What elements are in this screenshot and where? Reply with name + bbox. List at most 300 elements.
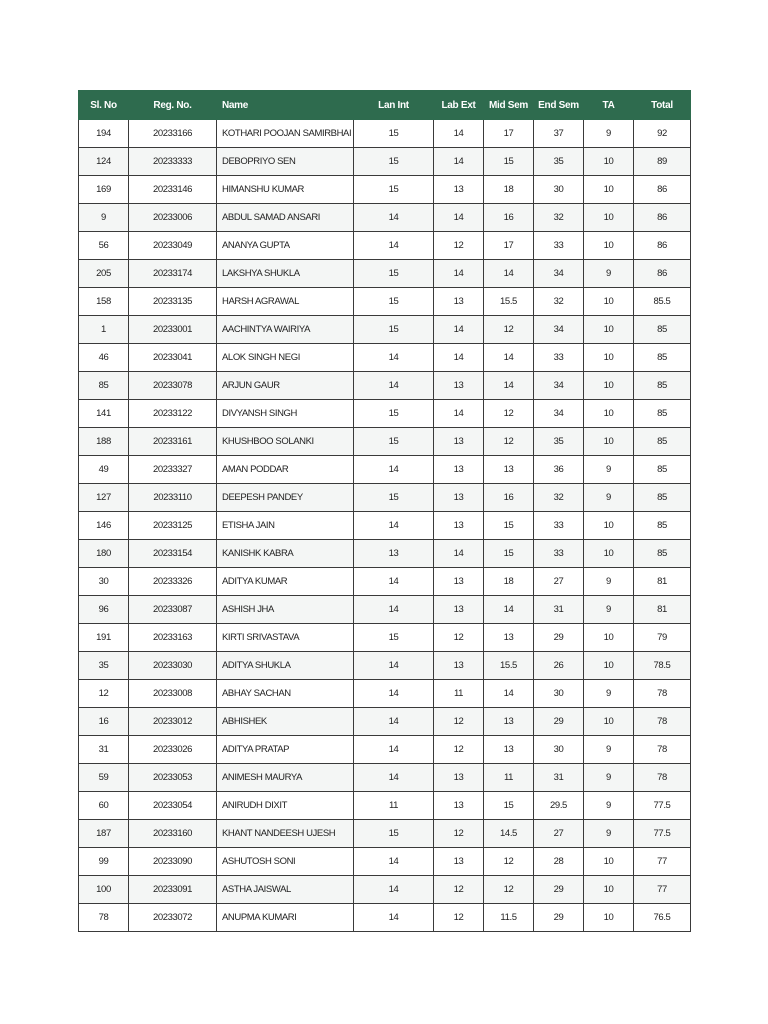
- name-cell: ABHAY SACHAN: [217, 680, 354, 708]
- lan-int-cell: 14: [354, 372, 434, 400]
- total-cell: 76.5: [634, 904, 691, 932]
- lan-int-cell: 14: [354, 708, 434, 736]
- ta-cell: 9: [584, 792, 634, 820]
- mid-sem-cell: 15: [484, 148, 534, 176]
- sl-no-cell: 100: [79, 876, 129, 904]
- reg-no-cell: 20233012: [129, 708, 217, 736]
- header-reg-no: Reg. No.: [129, 91, 217, 120]
- total-cell: 77: [634, 848, 691, 876]
- reg-no-cell: 20233026: [129, 736, 217, 764]
- lab-ext-cell: 14: [434, 148, 484, 176]
- total-cell: 85: [634, 540, 691, 568]
- table-body: [79, 120, 691, 932]
- lan-int-cell: 15: [354, 148, 434, 176]
- name-cell: ASHISH JHA: [217, 596, 354, 624]
- ta-cell: 10: [584, 624, 634, 652]
- sl-no-cell: 60: [79, 792, 129, 820]
- end-sem-cell: 29: [534, 876, 584, 904]
- lab-ext-cell: 13: [434, 596, 484, 624]
- end-sem-cell: 32: [534, 288, 584, 316]
- table-row: [79, 736, 691, 764]
- table-row: [79, 484, 691, 512]
- mid-sem-cell: 12: [484, 848, 534, 876]
- lab-ext-cell: 12: [434, 232, 484, 260]
- reg-no-cell: 20233054: [129, 792, 217, 820]
- total-cell: 81: [634, 596, 691, 624]
- reg-no-cell: 20233160: [129, 820, 217, 848]
- mid-sem-cell: 15: [484, 792, 534, 820]
- sl-no-cell: 191: [79, 624, 129, 652]
- mid-sem-cell: 18: [484, 568, 534, 596]
- sl-no-cell: 85: [79, 372, 129, 400]
- total-cell: 85: [634, 456, 691, 484]
- lan-int-cell: 15: [354, 288, 434, 316]
- total-cell: 85: [634, 512, 691, 540]
- ta-cell: 9: [584, 120, 634, 148]
- total-cell: 78.5: [634, 652, 691, 680]
- reg-no-cell: 20233174: [129, 260, 217, 288]
- total-cell: 79: [634, 624, 691, 652]
- reg-no-cell: 20233078: [129, 372, 217, 400]
- table-row: [79, 456, 691, 484]
- end-sem-cell: 32: [534, 484, 584, 512]
- mid-sem-cell: 14: [484, 372, 534, 400]
- name-cell: ANANYA GUPTA: [217, 232, 354, 260]
- lab-ext-cell: 13: [434, 764, 484, 792]
- lan-int-cell: 14: [354, 456, 434, 484]
- ta-cell: 10: [584, 400, 634, 428]
- total-cell: 78: [634, 708, 691, 736]
- mid-sem-cell: 16: [484, 204, 534, 232]
- end-sem-cell: 33: [534, 540, 584, 568]
- ta-cell: 9: [584, 568, 634, 596]
- name-cell: HARSH AGRAWAL: [217, 288, 354, 316]
- lan-int-cell: 14: [354, 512, 434, 540]
- lan-int-cell: 14: [354, 764, 434, 792]
- table-row: [79, 820, 691, 848]
- reg-no-cell: 20233049: [129, 232, 217, 260]
- sl-no-cell: 78: [79, 904, 129, 932]
- reg-no-cell: 20233327: [129, 456, 217, 484]
- mid-sem-cell: 14.5: [484, 820, 534, 848]
- end-sem-cell: 29.5: [534, 792, 584, 820]
- ta-cell: 10: [584, 204, 634, 232]
- sl-no-cell: 96: [79, 596, 129, 624]
- lan-int-cell: 14: [354, 876, 434, 904]
- table-row: [79, 400, 691, 428]
- lan-int-cell: 14: [354, 848, 434, 876]
- end-sem-cell: 30: [534, 736, 584, 764]
- reg-no-cell: 20233041: [129, 344, 217, 372]
- lab-ext-cell: 13: [434, 568, 484, 596]
- ta-cell: 10: [584, 652, 634, 680]
- ta-cell: 10: [584, 428, 634, 456]
- total-cell: 77.5: [634, 820, 691, 848]
- sl-no-cell: 99: [79, 848, 129, 876]
- table-row: [79, 764, 691, 792]
- total-cell: 85: [634, 400, 691, 428]
- end-sem-cell: 35: [534, 428, 584, 456]
- lab-ext-cell: 12: [434, 820, 484, 848]
- mid-sem-cell: 12: [484, 400, 534, 428]
- total-cell: 78: [634, 680, 691, 708]
- lab-ext-cell: 13: [434, 288, 484, 316]
- name-cell: KHANT NANDEESH UJESH: [217, 820, 354, 848]
- lab-ext-cell: 14: [434, 344, 484, 372]
- lab-ext-cell: 14: [434, 540, 484, 568]
- mid-sem-cell: 17: [484, 232, 534, 260]
- lab-ext-cell: 12: [434, 904, 484, 932]
- mid-sem-cell: 14: [484, 344, 534, 372]
- reg-no-cell: 20233110: [129, 484, 217, 512]
- lan-int-cell: 15: [354, 176, 434, 204]
- marks-table: [78, 90, 691, 932]
- name-cell: HIMANSHU KUMAR: [217, 176, 354, 204]
- end-sem-cell: 29: [534, 904, 584, 932]
- ta-cell: 10: [584, 316, 634, 344]
- table-row: [79, 512, 691, 540]
- end-sem-cell: 31: [534, 596, 584, 624]
- reg-no-cell: 20233146: [129, 176, 217, 204]
- lab-ext-cell: 13: [434, 484, 484, 512]
- table-row: [79, 120, 691, 148]
- ta-cell: 10: [584, 148, 634, 176]
- ta-cell: 9: [584, 820, 634, 848]
- reg-no-cell: 20233163: [129, 624, 217, 652]
- lab-ext-cell: 13: [434, 512, 484, 540]
- mid-sem-cell: 14: [484, 260, 534, 288]
- reg-no-cell: 20233030: [129, 652, 217, 680]
- reg-no-cell: 20233008: [129, 680, 217, 708]
- table-row: [79, 428, 691, 456]
- lab-ext-cell: 12: [434, 876, 484, 904]
- name-cell: ANIMESH MAURYA: [217, 764, 354, 792]
- table-row: [79, 260, 691, 288]
- lab-ext-cell: 11: [434, 680, 484, 708]
- end-sem-cell: 28: [534, 848, 584, 876]
- ta-cell: 9: [584, 456, 634, 484]
- name-cell: DIVYANSH SINGH: [217, 400, 354, 428]
- lab-ext-cell: 13: [434, 428, 484, 456]
- lan-int-cell: 15: [354, 484, 434, 512]
- name-cell: ADITYA PRATAP: [217, 736, 354, 764]
- lab-ext-cell: 13: [434, 372, 484, 400]
- ta-cell: 10: [584, 512, 634, 540]
- ta-cell: 10: [584, 708, 634, 736]
- header-lan-int: Lan Int: [354, 91, 434, 120]
- lab-ext-cell: 14: [434, 120, 484, 148]
- lab-ext-cell: 13: [434, 176, 484, 204]
- reg-no-cell: 20233122: [129, 400, 217, 428]
- sl-no-cell: 187: [79, 820, 129, 848]
- table-row: [79, 624, 691, 652]
- sl-no-cell: 194: [79, 120, 129, 148]
- sl-no-cell: 46: [79, 344, 129, 372]
- total-cell: 86: [634, 260, 691, 288]
- total-cell: 85.5: [634, 288, 691, 316]
- ta-cell: 9: [584, 260, 634, 288]
- end-sem-cell: 33: [534, 232, 584, 260]
- end-sem-cell: 33: [534, 512, 584, 540]
- ta-cell: 10: [584, 176, 634, 204]
- lan-int-cell: 14: [354, 904, 434, 932]
- ta-cell: 9: [584, 736, 634, 764]
- ta-cell: 9: [584, 596, 634, 624]
- reg-no-cell: 20233072: [129, 904, 217, 932]
- name-cell: ADITYA KUMAR: [217, 568, 354, 596]
- reg-no-cell: 20233091: [129, 876, 217, 904]
- end-sem-cell: 34: [534, 260, 584, 288]
- reg-no-cell: 20233090: [129, 848, 217, 876]
- lan-int-cell: 15: [354, 260, 434, 288]
- sl-no-cell: 9: [79, 204, 129, 232]
- end-sem-cell: 30: [534, 680, 584, 708]
- sl-no-cell: 146: [79, 512, 129, 540]
- total-cell: 78: [634, 736, 691, 764]
- end-sem-cell: 34: [534, 400, 584, 428]
- end-sem-cell: 31: [534, 764, 584, 792]
- lab-ext-cell: 14: [434, 260, 484, 288]
- name-cell: ABHISHEK: [217, 708, 354, 736]
- end-sem-cell: 30: [534, 176, 584, 204]
- end-sem-cell: 34: [534, 372, 584, 400]
- name-cell: KHUSHBOO SOLANKI: [217, 428, 354, 456]
- header-end-sem: End Sem: [534, 91, 584, 120]
- end-sem-cell: 29: [534, 624, 584, 652]
- mid-sem-cell: 13: [484, 624, 534, 652]
- ta-cell: 10: [584, 540, 634, 568]
- lab-ext-cell: 14: [434, 400, 484, 428]
- name-cell: KIRTI SRIVASTAVA: [217, 624, 354, 652]
- lan-int-cell: 14: [354, 652, 434, 680]
- table-row: [79, 232, 691, 260]
- table-row: [79, 372, 691, 400]
- mid-sem-cell: 16: [484, 484, 534, 512]
- reg-no-cell: 20233154: [129, 540, 217, 568]
- name-cell: ASHUTOSH SONI: [217, 848, 354, 876]
- name-cell: ANUPMA KUMARI: [217, 904, 354, 932]
- table-row: [79, 344, 691, 372]
- reg-no-cell: 20233326: [129, 568, 217, 596]
- name-cell: DEBOPRIYO SEN: [217, 148, 354, 176]
- table-row: [79, 204, 691, 232]
- reg-no-cell: 20233333: [129, 148, 217, 176]
- lab-ext-cell: 12: [434, 736, 484, 764]
- sl-no-cell: 141: [79, 400, 129, 428]
- sl-no-cell: 35: [79, 652, 129, 680]
- ta-cell: 10: [584, 848, 634, 876]
- name-cell: ASTHA JAISWAL: [217, 876, 354, 904]
- table-row: [79, 708, 691, 736]
- table-row: [79, 316, 691, 344]
- lan-int-cell: 15: [354, 400, 434, 428]
- end-sem-cell: 36: [534, 456, 584, 484]
- name-cell: ANIRUDH DIXIT: [217, 792, 354, 820]
- sl-no-cell: 56: [79, 232, 129, 260]
- table-row: [79, 596, 691, 624]
- ta-cell: 9: [584, 680, 634, 708]
- total-cell: 92: [634, 120, 691, 148]
- mid-sem-cell: 13: [484, 708, 534, 736]
- table-row: [79, 540, 691, 568]
- sl-no-cell: 12: [79, 680, 129, 708]
- ta-cell: 10: [584, 232, 634, 260]
- reg-no-cell: 20233166: [129, 120, 217, 148]
- end-sem-cell: 35: [534, 148, 584, 176]
- total-cell: 81: [634, 568, 691, 596]
- end-sem-cell: 37: [534, 120, 584, 148]
- total-cell: 85: [634, 344, 691, 372]
- lab-ext-cell: 13: [434, 848, 484, 876]
- end-sem-cell: 27: [534, 568, 584, 596]
- lab-ext-cell: 12: [434, 624, 484, 652]
- lan-int-cell: 14: [354, 596, 434, 624]
- name-cell: KANISHK KABRA: [217, 540, 354, 568]
- header-lab-ext: Lab Ext: [434, 91, 484, 120]
- lan-int-cell: 14: [354, 232, 434, 260]
- name-cell: ADITYA SHUKLA: [217, 652, 354, 680]
- total-cell: 86: [634, 176, 691, 204]
- lab-ext-cell: 14: [434, 204, 484, 232]
- total-cell: 89: [634, 148, 691, 176]
- ta-cell: 10: [584, 904, 634, 932]
- name-cell: ALOK SINGH NEGI: [217, 344, 354, 372]
- lan-int-cell: 15: [354, 428, 434, 456]
- sl-no-cell: 205: [79, 260, 129, 288]
- sl-no-cell: 49: [79, 456, 129, 484]
- mid-sem-cell: 11.5: [484, 904, 534, 932]
- mid-sem-cell: 15: [484, 512, 534, 540]
- end-sem-cell: 33: [534, 344, 584, 372]
- sl-no-cell: 31: [79, 736, 129, 764]
- header-row: [79, 91, 691, 120]
- lan-int-cell: 15: [354, 820, 434, 848]
- total-cell: 85: [634, 484, 691, 512]
- table-row: [79, 876, 691, 904]
- mid-sem-cell: 13: [484, 456, 534, 484]
- mid-sem-cell: 14: [484, 596, 534, 624]
- lan-int-cell: 14: [354, 568, 434, 596]
- name-cell: AACHINTYA WAIRIYA: [217, 316, 354, 344]
- header-sl-no: Sl. No: [79, 91, 129, 120]
- end-sem-cell: 32: [534, 204, 584, 232]
- name-cell: ABDUL SAMAD ANSARI: [217, 204, 354, 232]
- reg-no-cell: 20233006: [129, 204, 217, 232]
- lab-ext-cell: 13: [434, 792, 484, 820]
- mid-sem-cell: 13: [484, 736, 534, 764]
- sl-no-cell: 59: [79, 764, 129, 792]
- table-row: [79, 904, 691, 932]
- sl-no-cell: 124: [79, 148, 129, 176]
- reg-no-cell: 20233135: [129, 288, 217, 316]
- mid-sem-cell: 12: [484, 316, 534, 344]
- table-row: [79, 848, 691, 876]
- lan-int-cell: 14: [354, 736, 434, 764]
- sl-no-cell: 188: [79, 428, 129, 456]
- sl-no-cell: 1: [79, 316, 129, 344]
- total-cell: 86: [634, 204, 691, 232]
- lab-ext-cell: 13: [434, 456, 484, 484]
- sl-no-cell: 30: [79, 568, 129, 596]
- total-cell: 85: [634, 428, 691, 456]
- reg-no-cell: 20233125: [129, 512, 217, 540]
- lan-int-cell: 15: [354, 120, 434, 148]
- reg-no-cell: 20233087: [129, 596, 217, 624]
- sl-no-cell: 158: [79, 288, 129, 316]
- end-sem-cell: 29: [534, 708, 584, 736]
- table-row: [79, 568, 691, 596]
- reg-no-cell: 20233001: [129, 316, 217, 344]
- ta-cell: 10: [584, 288, 634, 316]
- sl-no-cell: 180: [79, 540, 129, 568]
- header-mid-sem: Mid Sem: [484, 91, 534, 120]
- table-row: [79, 288, 691, 316]
- ta-cell: 9: [584, 764, 634, 792]
- table-row: [79, 680, 691, 708]
- header-name: Name: [217, 91, 354, 120]
- mid-sem-cell: 12: [484, 428, 534, 456]
- ta-cell: 10: [584, 876, 634, 904]
- lab-ext-cell: 13: [434, 652, 484, 680]
- lan-int-cell: 14: [354, 344, 434, 372]
- sl-no-cell: 127: [79, 484, 129, 512]
- total-cell: 78: [634, 764, 691, 792]
- mid-sem-cell: 15.5: [484, 288, 534, 316]
- table-row: [79, 176, 691, 204]
- lab-ext-cell: 12: [434, 708, 484, 736]
- mid-sem-cell: 17: [484, 120, 534, 148]
- lan-int-cell: 15: [354, 624, 434, 652]
- end-sem-cell: 26: [534, 652, 584, 680]
- lan-int-cell: 14: [354, 204, 434, 232]
- mid-sem-cell: 15.5: [484, 652, 534, 680]
- total-cell: 77.5: [634, 792, 691, 820]
- ta-cell: 10: [584, 372, 634, 400]
- table-row: [79, 792, 691, 820]
- mid-sem-cell: 15: [484, 540, 534, 568]
- name-cell: ETISHA JAIN: [217, 512, 354, 540]
- reg-no-cell: 20233161: [129, 428, 217, 456]
- table-row: [79, 148, 691, 176]
- reg-no-cell: 20233053: [129, 764, 217, 792]
- lan-int-cell: 15: [354, 316, 434, 344]
- end-sem-cell: 34: [534, 316, 584, 344]
- mid-sem-cell: 14: [484, 680, 534, 708]
- lab-ext-cell: 14: [434, 316, 484, 344]
- name-cell: DEEPESH PANDEY: [217, 484, 354, 512]
- table-row: [79, 652, 691, 680]
- lan-int-cell: 11: [354, 792, 434, 820]
- total-cell: 85: [634, 372, 691, 400]
- table-header: [79, 91, 691, 120]
- name-cell: AMAN PODDAR: [217, 456, 354, 484]
- header-total: Total: [634, 91, 691, 120]
- name-cell: KOTHARI POOJAN SAMIRBHAI: [217, 120, 354, 148]
- header-ta: TA: [584, 91, 634, 120]
- total-cell: 86: [634, 232, 691, 260]
- sl-no-cell: 16: [79, 708, 129, 736]
- mid-sem-cell: 12: [484, 876, 534, 904]
- ta-cell: 10: [584, 344, 634, 372]
- name-cell: ARJUN GAUR: [217, 372, 354, 400]
- lan-int-cell: 14: [354, 680, 434, 708]
- lan-int-cell: 13: [354, 540, 434, 568]
- end-sem-cell: 27: [534, 820, 584, 848]
- name-cell: LAKSHYA SHUKLA: [217, 260, 354, 288]
- total-cell: 85: [634, 316, 691, 344]
- mid-sem-cell: 11: [484, 764, 534, 792]
- total-cell: 77: [634, 876, 691, 904]
